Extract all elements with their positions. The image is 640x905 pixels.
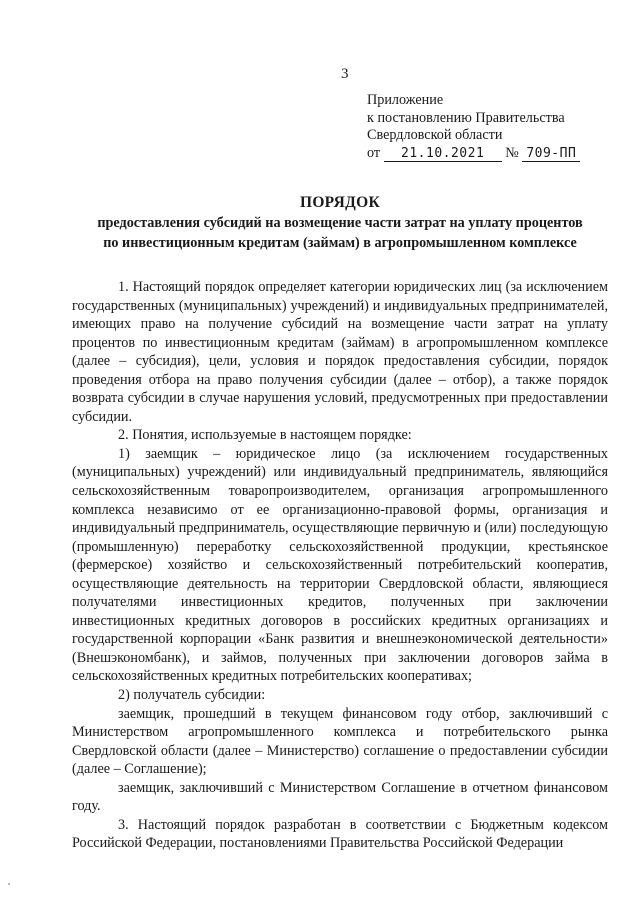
document-body: [72, 278, 608, 853]
appendix-date-line: [367, 145, 580, 163]
number-value: 709-ПП: [522, 146, 580, 162]
title-subtitle-line-1: предоставления субсидий на возмещение части затрат на уплату процентов: [97, 215, 583, 231]
appendix-line-2: к постановлению Правительства: [367, 109, 565, 126]
paragraph-4: 2) получатель субсидии:: [118, 687, 266, 704]
paragraph-6: заемщик, заключивший с Министерством Соглашение в отчетном финансовом году.: [72, 779, 608, 815]
paragraph-1: 1. Настоящий порядок определяет категории юридических лиц (за исключением государственных (муниципальных) учреждений) и индивидуальных предпринимателей, имеющих право на получение субсидий на возмещение части затрат на уплату процентов по инвестиционным кредитам (займам) в агропромышленном комплексе (далее – субсидия), цели, условия и порядок предоставления субсидии, порядок проведения отбора на право получения субсидии (далее – отбор), а также порядок возврата субсидии в случае нарушения условий, предусмотренных при предоставлении субсидии.: [72, 279, 608, 425]
title-main: ПОРЯДОК: [299, 194, 381, 211]
document-title: [70, 193, 610, 252]
date-prefix: от: [367, 144, 381, 161]
page-number: 3: [341, 66, 349, 82]
title-subtitle-line-2: по инвестиционным кредитам (займам) в агропромышленном комплексе: [103, 234, 577, 251]
paragraph-5: заемщик, прошедший в текущем финансовом году отбор, заключивший с Министерством агропромышленного комплекса и потребительского рынка Свердловской области (далее – Министерство) соглашение о предоставлении субсидии (далее – Соглашение);: [72, 705, 608, 778]
paragraph-3: 1) заемщик – юридическое лицо (за исключением государственных (муниципальных) учреждений) или индивидуальный предприниматель, являющийся сельскохозяйственным товаропроизводителем, организация агропромышленного комплекса независимо от ее организационно-правовой формы, организация и индивидуальный предприниматель, осуществляющие первичную и (или) последующую (промышленную) переработку сельскохозяйственной продукции, крестьянское (фермерское) хозяйство и сельскохозяйственный потребительский кооператив, осуществляющие деятельность на территории Свердловской области, являющиеся получателями инвестиционных кредитов, полученных при заключении инвестиционных кредитных договоров в российских кредитных организациях и государственной корпорации «Банк развития и внешнеэкономической деятельности» (Внешэкономбанк), и займов, полученных при заключении договоров займа в сельскохозяйственных кредитных потребительских кооперативах;: [72, 445, 608, 685]
appendix-line-3: Свердловской области: [367, 127, 503, 143]
number-sign: №: [505, 144, 519, 161]
paragraph-7: 3. Настоящий порядок разработан в соответствии с Бюджетным кодексом Российской Федерации, постановлениями Правительства Российской Федерации: [72, 816, 608, 852]
paragraph-2: 2. Понятия, используемые в настоящем порядке:: [118, 427, 412, 444]
date-value: 21.10.2021: [384, 146, 502, 162]
appendix-block: [367, 92, 580, 162]
scan-dot: [8, 883, 10, 885]
appendix-line-1: Приложение: [367, 92, 444, 108]
